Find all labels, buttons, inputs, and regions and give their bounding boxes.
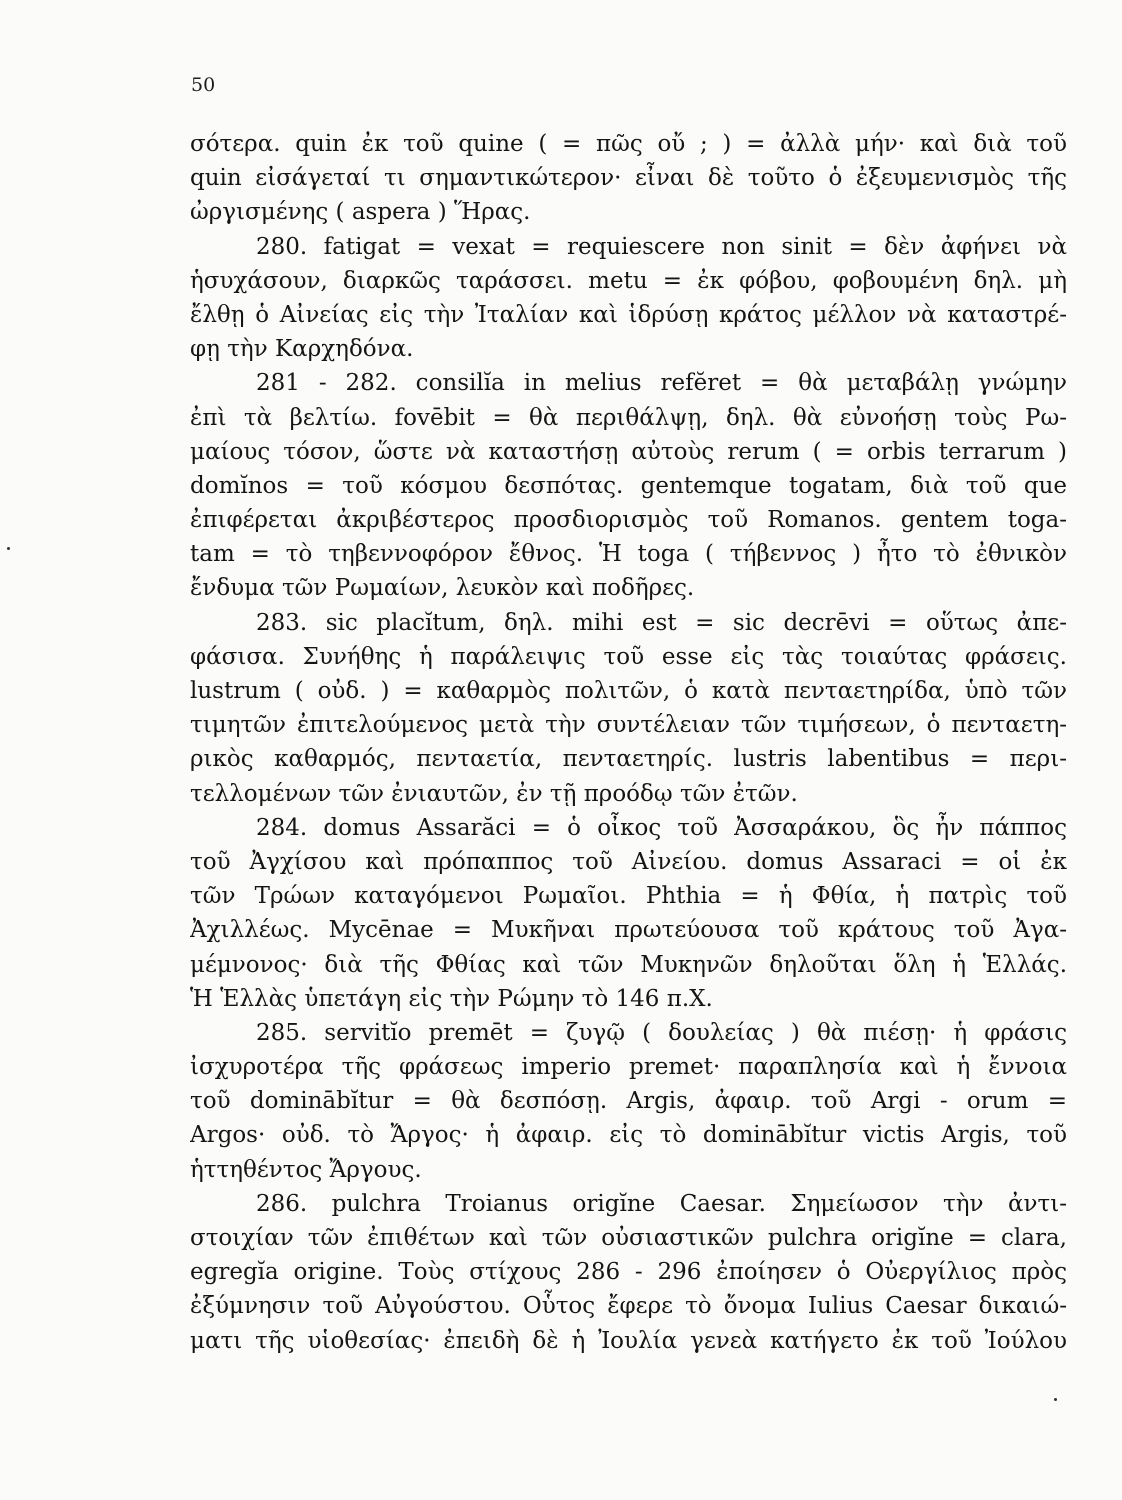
text-line: ὠργισμένης ( aspera ) Ἥρας. <box>190 199 531 226</box>
text-line: quin εἰσάγεταί τι σημαντικώτερον· εἶναι δὲ τοῦτο ὁ ἐξευμενισμὸς τῆς <box>190 165 1067 192</box>
text-line: ἔνδυμα τῶν Ρωμαίων, λευκὸν καὶ ποδῆρες. <box>190 575 695 602</box>
text-line: μέμνονος· διὰ τῆς Φθίας καὶ τῶν Μυκηνῶν δηλοῦται ὅλη ἡ Ἑλλάς. <box>190 951 1067 978</box>
entry-284-heading-line: 284. domus Assarăci = ὁ οἶκος τοῦ Ἀσσαράκου, ὃς ἦν πάππος <box>256 814 1067 841</box>
text-line: φάσισα. Συνήθης ἡ παράλειψις τοῦ esse εἰς τὰς τοιαύτας φράσεις. <box>190 643 1067 670</box>
text-line: domĭnos = τοῦ κόσμου δεσπότας. gentemque togatam, διὰ τοῦ que <box>190 472 1067 499</box>
text-line: τιμητῶν ἐπιτελούμενος μετὰ τὴν συντέλειαν τῶν τιμήσεων, ὁ πενταετη- <box>190 712 1067 739</box>
page-number: 50 <box>191 74 216 96</box>
text-line: ἡσυχάσουν, διαρκῶς ταράσσει. metu = ἐκ φόβου, φοβουμένη δηλ. μὴ <box>190 267 1067 294</box>
entry-280-heading-line: 280. fatigat = vexat = requiescere non sinit = δὲν ἀφήνει νὰ <box>256 233 1067 260</box>
text-line: ἐπιφέρεται ἀκριβέστερος προσδιορισμὸς τοῦ Romanos. gentem toga- <box>190 507 1067 534</box>
text-line: τῶν Τρώων καταγόμενοι Ρωμαῖοι. Phthia = ἡ Φθία, ἡ πατρὶς τοῦ <box>190 883 1067 910</box>
text-line: Ἡ Ἑλλὰς ὑπετάγη εἰς τὴν Ρώμην τὸ 146 π.Χ. <box>190 985 713 1012</box>
entry-283-heading-line: 283. sic placĭtum, δηλ. mihi est = sic decrēvi = οὕτως ἀπε- <box>256 609 1067 636</box>
text-line: μαίους τόσον, ὥστε νὰ καταστήσῃ αὐτοὺς rerum ( = orbis terrarum ) <box>190 438 1067 465</box>
text-line: τοῦ dominābĭtur = θὰ δεσπόσῃ. Argis, ἀφαιρ. τοῦ Argi - orum = <box>190 1088 1067 1115</box>
text-line: ἐξύμνησιν τοῦ Αὐγούστου. Οὗτος ἔφερε τὸ ὄνομα Iulius Caesar δικαιώ- <box>190 1293 1067 1320</box>
text-line: ἔλθῃ ὁ Αἰνείας εἰς τὴν Ἰταλίαν καὶ ἱδρύσῃ κράτος μέλλον νὰ καταστρέ- <box>190 301 1067 328</box>
text-line: τελλομένων τῶν ἐνιαυτῶν, ἐν τῇ προόδῳ τῶν ἐτῶν. <box>190 780 798 807</box>
text-line: ματι τῆς υἱοθεσίας· ἐπειδὴ δὲ ἡ Ἰουλία γενεὰ κατήγετο ἐκ τοῦ Ἰούλου <box>190 1327 1067 1354</box>
text-line: φῃ τὴν Καρχηδόνα. <box>190 336 414 363</box>
text-line: egregĭa origine. Τοὺς στίχους 286 - 296 ἐποίησεν ὁ Οὐεργίλιος πρὸς <box>190 1259 1067 1286</box>
text-line: Argos· οὐδ. τὸ Ἄργος· ἡ ἀφαιρ. εἰς τὸ dominābĭtur victis Argis, τοῦ <box>190 1122 1067 1149</box>
text-line: τοῦ Ἀγχίσου καὶ πρόπαππος τοῦ Αἰνείου. domus Assaraci = οἱ ἐκ <box>190 848 1067 875</box>
text-line: tam = τὸ τηβεννοφόρον ἔθνος. Ἡ toga ( τήβεννος ) ἦτο τὸ ἐθνικὸν <box>190 541 1067 568</box>
text-line: ἐπὶ τὰ βελτίω. fovēbit = θὰ περιθάλψῃ, δηλ. θὰ εὐνοήσῃ τοὺς Ρω- <box>190 404 1067 431</box>
entry-281-282-heading-line: 281 - 282. consilĭa in melius refĕret = θὰ μεταβάλῃ γνώμην <box>256 370 1067 397</box>
text-line: σότερα. quin ἐκ τοῦ quine ( = πῶς οὔ ; ) = ἀλλὰ μήν· καὶ διὰ τοῦ <box>190 131 1067 157</box>
text-line: Ἀχιλλέως. Mycēnae = Μυκῆναι πρωτεύουσα τοῦ κράτους τοῦ Ἀγα- <box>190 917 1067 944</box>
text-line: ἰσχυροτέρα τῆς φράσεως imperio premet· παραπλησία καὶ ἡ ἔννοια <box>190 1054 1067 1081</box>
text-line: ἡττηθέντος Ἄργους. <box>190 1156 422 1183</box>
scan-speck <box>1054 1398 1057 1401</box>
scan-speck <box>7 547 10 550</box>
entry-286-heading-line: 286. pulchra Troianus origĭne Caesar. Σημείωσον τὴν ἀντι- <box>256 1190 1067 1217</box>
commentary-text <box>190 127 1067 1358</box>
text-line: ρικὸς καθαρμός, πενταετία, πενταετηρίς. lustris labentibus = περι- <box>190 746 1067 773</box>
text-line: στοιχίαν τῶν ἐπιθέτων καὶ τῶν οὐσιαστικῶν pulchra origĭne = clara, <box>190 1225 1067 1251</box>
entry-285-heading-line: 285. servitĭo premēt = ζυγῷ ( δουλείας ) θὰ πιέσῃ· ἡ φράσις <box>256 1019 1067 1046</box>
text-line: lustrum ( οὐδ. ) = καθαρμὸς πολιτῶν, ὁ κατὰ πενταετηρίδα, ὑπὸ τῶν <box>190 678 1067 704</box>
